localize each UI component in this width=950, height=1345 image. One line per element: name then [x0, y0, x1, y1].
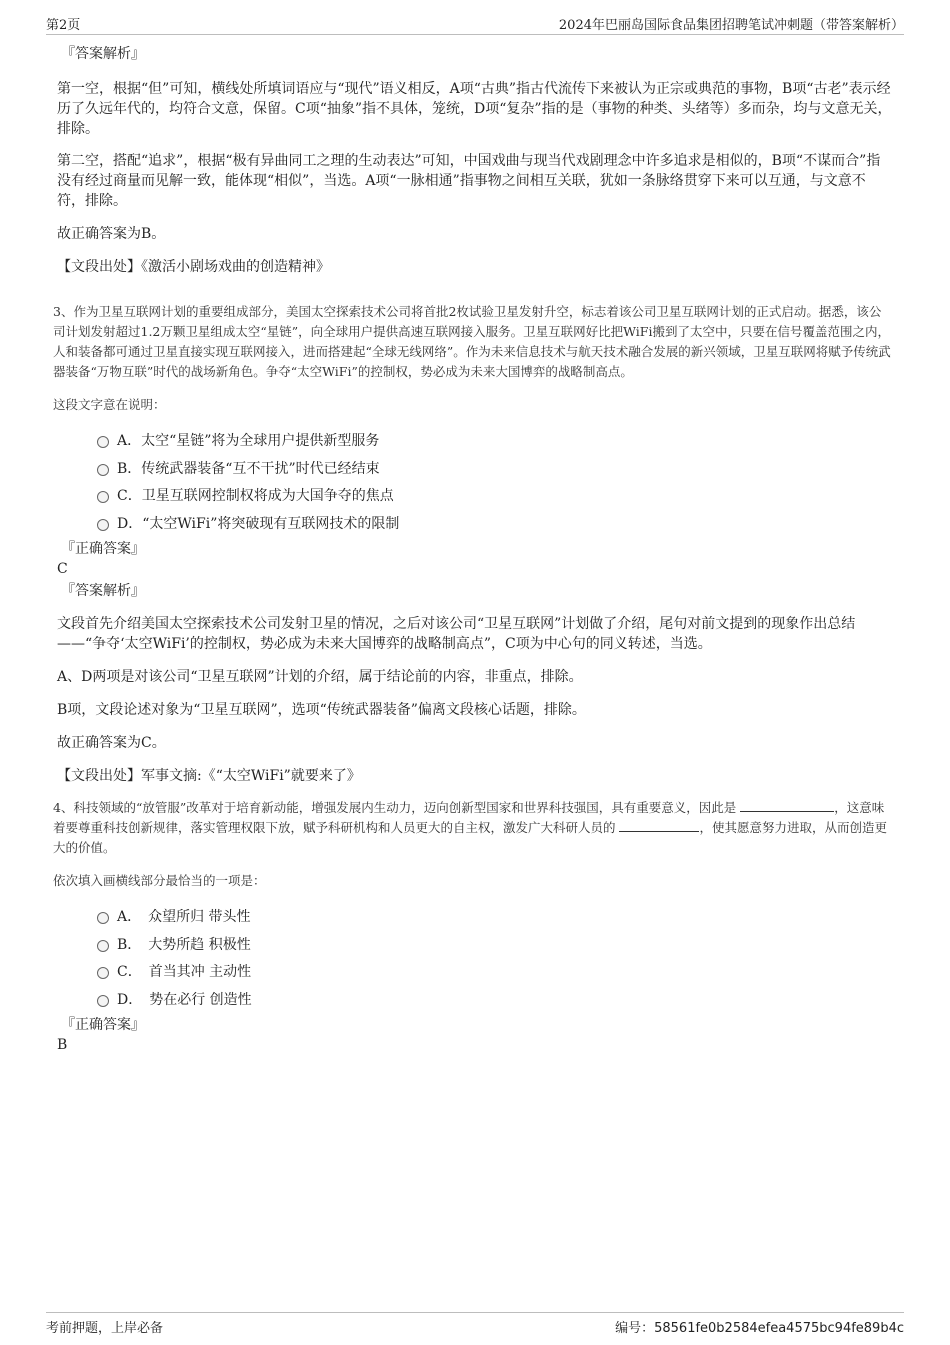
- option-c[interactable]: C．卫星互联网控制权将成为大国争夺的焦点: [57, 483, 893, 511]
- page-header: [46, 14, 904, 35]
- analysis-paragraph: 文段首先介绍美国太空探索技术公司发射卫星的情况，之后对该公司“卫星互联网”计划做了介绍，尾句对前文提到的现象作出总结——“争夺‘太空WiFi’的控制权，势必成为未来大国博弈的战略制高点”，C项为中心句的同义转述，当选。: [57, 616, 856, 652]
- correct-answer-tag: 『正确答案』: [61, 541, 145, 557]
- radio-button-icon[interactable]: [97, 519, 109, 531]
- radio-button-icon[interactable]: [97, 464, 109, 476]
- option-d[interactable]: D． 势在必行 创造性: [57, 987, 893, 1015]
- radio-button-icon[interactable]: [97, 940, 109, 952]
- conclusion-text: 故正确答案为C。: [57, 735, 166, 751]
- analysis-tag: 『答案解析』: [61, 583, 145, 599]
- analysis-paragraph: 第一空，根据“但”可知，横线处所填词语应与“现代”语义相反，A项“古典”指古代流传下来被认为正宗或典范的事物，B项“古老”表示经历了久远年代的，均符合文意，保留。C项“抽象”指不具体，笼统，D项“复杂”指的是（事物的种类、头绪等）多而杂，均与文意无关，排除。: [57, 81, 892, 137]
- source-text: 【文段出处】军事文摘:《“太空WiFi”就要来了》: [57, 768, 361, 784]
- option-c[interactable]: C． 首当其冲 主动性: [57, 959, 893, 987]
- radio-button-icon[interactable]: [97, 491, 109, 503]
- source-text: 【文段出处】《激活小剧场戏曲的创造精神》: [57, 259, 330, 275]
- document-title: 2024年巴丽岛国际食品集团招聘笔试冲刺题（带答案解析）: [558, 18, 904, 33]
- question-prompt: 这段文字意在说明：: [53, 397, 166, 412]
- option-a[interactable]: A．太空“星链”将为全球用户提供新型服务: [57, 428, 893, 456]
- correct-answer-tag: 『正确答案』: [61, 1017, 145, 1033]
- page-content: [53, 44, 893, 1055]
- radio-button-icon[interactable]: [97, 912, 109, 924]
- footer-slogan: 考前押题，上岸必备: [46, 1321, 164, 1336]
- option-a[interactable]: A． 众望所归 带头性: [57, 904, 893, 932]
- analysis-tag: 『答案解析』: [61, 46, 145, 62]
- question-3: [53, 302, 893, 786]
- radio-button-icon[interactable]: [97, 967, 109, 979]
- question-stem: 4、科技领域的“放管服”改革对于培育新动能，增强发展内生动力，迈向创新型国家和世界科技强国，具有重要意义，因此是 ，这意味着要尊重科技创新规律，落实管理权限下放，赋予科研机构和人员更大的自主权，激发广大科研人员的 ，使其愿意努力进取，从而创造更大的价值。: [53, 800, 887, 855]
- analysis-paragraph: A、D两项是对该公司“卫星互联网”计划的介绍，属于结论前的内容，非重点，排除。: [57, 669, 583, 685]
- question-4: [53, 798, 893, 1055]
- conclusion-text: 故正确答案为B。: [57, 226, 166, 242]
- fill-blank: [740, 798, 834, 812]
- question-stem: 3、作为卫星互联网计划的重要组成部分，美国太空探索技术公司将首批2枚试验卫星发射升空，标志着该公司卫星互联网计划的正式启动。据悉，该公司计划发射超过1.2万颗卫星组成太空“星链”，向全球用户提供高速互联网接入服务。卫星互联网好比把WiFi搬到了太空中，只要在信号覆盖范围之内，人和装备都可通过卫星直接实现互联网接入，进而搭建起“全球无线网络”。作为未来信息技术与航天技术融合发展的新兴领域，卫星互联网将赋予传统武器装备“万物互联”时代的战场新角色。争夺“太空WiFi”的控制权，势必成为未来大国博弈的战略制高点。: [53, 304, 891, 379]
- option-b[interactable]: B．传统武器装备“互不干扰”时代已经结束: [57, 456, 893, 484]
- analysis-paragraph: B项，文段论述对象为“卫星互联网”，选项“传统武器装备”偏离文段核心话题，排除。: [57, 702, 586, 718]
- page-number: 第2页: [46, 18, 81, 33]
- correct-answer: B: [57, 1037, 68, 1053]
- radio-button-icon[interactable]: [97, 995, 109, 1007]
- option-list: [57, 904, 893, 1014]
- correct-answer: C: [57, 561, 68, 577]
- document-id: 编号：58561fe0b2584efea4575bc94fe89b4c: [615, 1321, 904, 1336]
- page-footer: [46, 1312, 904, 1337]
- option-d[interactable]: D．“太空WiFi”将突破现有互联网技术的限制: [57, 511, 893, 539]
- option-b[interactable]: B． 大势所趋 积极性: [57, 932, 893, 960]
- question-prompt: 依次填入画横线部分最恰当的一项是：: [53, 873, 266, 888]
- analysis-paragraph: 第二空，搭配“追求”，根据“极有异曲同工之理的生动表达”可知，中国戏曲与现当代戏剧理念中许多追求是相似的，B项“不谋而合”指没有经过商量而见解一致，能体现“相似”，当选。A项“一脉相通”指事物之间相互关联，犹如一条脉络贯穿下来可以互通，与文意不符，排除。: [57, 153, 881, 209]
- option-list: [57, 428, 893, 538]
- fill-blank: [619, 818, 699, 832]
- radio-button-icon[interactable]: [97, 436, 109, 448]
